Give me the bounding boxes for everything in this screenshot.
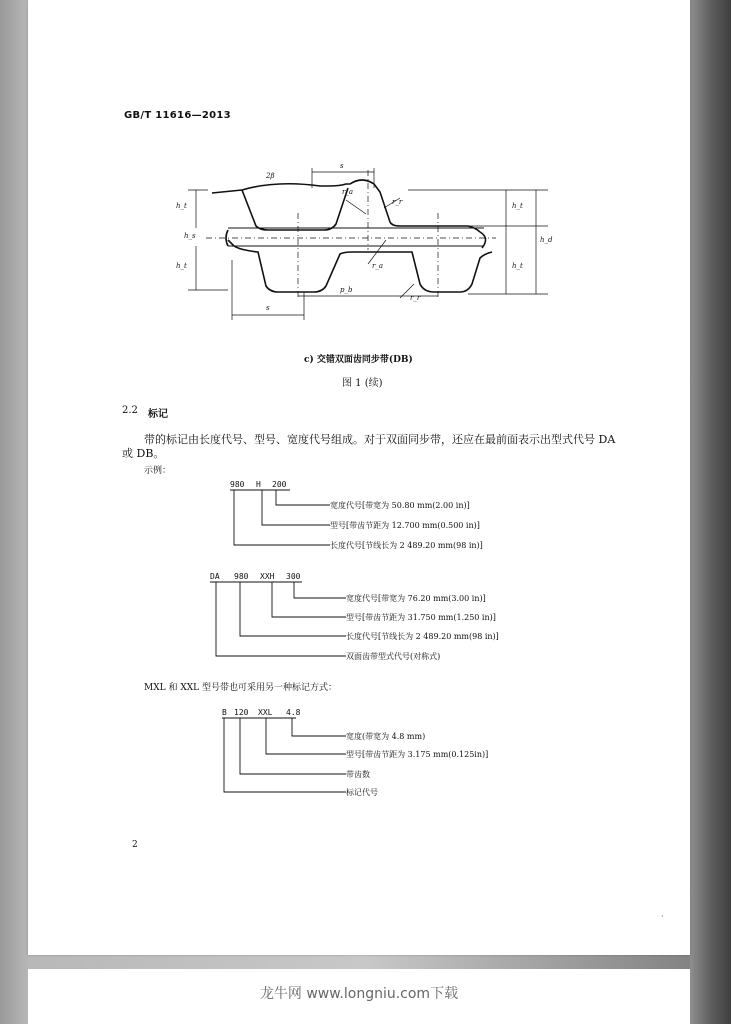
paragraph-line-1: 带的标记由长度代号、型号、宽度代号组成。对于双面同步带，还应在最前面表示出型式代号 DA <box>144 433 616 446</box>
dim-left-bottom-label: h_t <box>176 262 187 270</box>
standard-code-header: GB/T 11616—2013 <box>124 110 231 121</box>
example2-desc-length: 长度代号[节线长为 2 489.20 mm(98 in)] <box>346 632 499 641</box>
example3-desc-teeth: 带齿数 <box>346 770 370 779</box>
dim-s-bottom-label: s <box>266 304 270 312</box>
dim-rr2-label: r_r <box>410 294 421 302</box>
figure-caption: 图 1 (续) <box>342 378 383 389</box>
example1-code-width: 200 <box>272 480 287 489</box>
note-alternative-marking: MXL 和 XXL 型号带也可采用另一种标记方式： <box>144 683 337 693</box>
dim-hd-label: h_d <box>540 236 553 244</box>
example2-desc-form: 双面齿带型式代号(对称式) <box>346 652 441 661</box>
example1-code-type: H <box>256 480 261 489</box>
dim-left-top-label: h_t <box>176 202 187 210</box>
dim-beta-label: 2β <box>266 172 275 180</box>
dim-rr-label: r_r <box>392 198 403 206</box>
example2-code-type: XXH <box>260 572 275 581</box>
dim-ra2-label: r_a <box>372 262 384 270</box>
dim-pb-label: p_b <box>340 286 353 294</box>
example-label: 示例： <box>144 466 172 476</box>
example3-code-mark: B <box>222 708 227 717</box>
example1-desc-length: 长度代号[节线长为 2 489.20 mm(98 in)] <box>330 541 483 550</box>
window-edge-shade <box>690 0 731 1024</box>
dim-hs-label: h_s <box>184 232 196 240</box>
dim-s-top-label: s <box>340 162 344 170</box>
document-page <box>28 0 690 955</box>
marking-bracket-lines <box>28 0 690 820</box>
example2-code-width: 300 <box>286 572 301 581</box>
figure-subcaption: c) 交错双面齿同步带(DB) <box>304 355 413 365</box>
example1-desc-type: 型号[带齿节距为 12.700 mm(0.500 in)] <box>330 521 480 530</box>
example2-desc-width: 宽度代号[带宽为 76.20 mm(3.00 in)] <box>346 594 486 603</box>
section-title: 标记 <box>148 409 168 420</box>
dim-ht-bottom-label: h_t <box>512 262 523 270</box>
example1-desc-width: 宽度代号[带宽为 50.80 mm(2.00 in)] <box>330 501 470 510</box>
dim-ht-top-label: h_t <box>512 202 523 210</box>
example2-code-length: 980 <box>234 572 249 581</box>
corner-mark: · <box>661 912 664 921</box>
example3-code-type: XXL <box>258 708 273 717</box>
paragraph-line-2: 或 DB。 <box>122 447 165 460</box>
example2-code-form: DA <box>210 572 220 581</box>
example3-desc-mark: 标记代号 <box>346 788 378 797</box>
page-number: 2 <box>132 840 138 850</box>
example3-desc-type: 型号[带齿节距为 3.175 mm(0.125in)] <box>346 750 489 759</box>
footer-watermark: 龙牛网 www.longniu.com下载 <box>259 986 459 1002</box>
section-number: 2.2 <box>122 405 138 416</box>
example3-code-teeth: 120 <box>234 708 249 717</box>
example2-desc-type: 型号[带齿节距为 31.750 mm(1.250 in)] <box>346 613 496 622</box>
example3-desc-width: 宽度(带宽为 4.8 mm) <box>346 732 426 741</box>
download-footer <box>28 969 690 1024</box>
dim-ra-label: r_a <box>342 188 354 196</box>
example3-code-width: 4.8 <box>286 708 301 717</box>
example1-code-length: 980 <box>230 480 245 489</box>
